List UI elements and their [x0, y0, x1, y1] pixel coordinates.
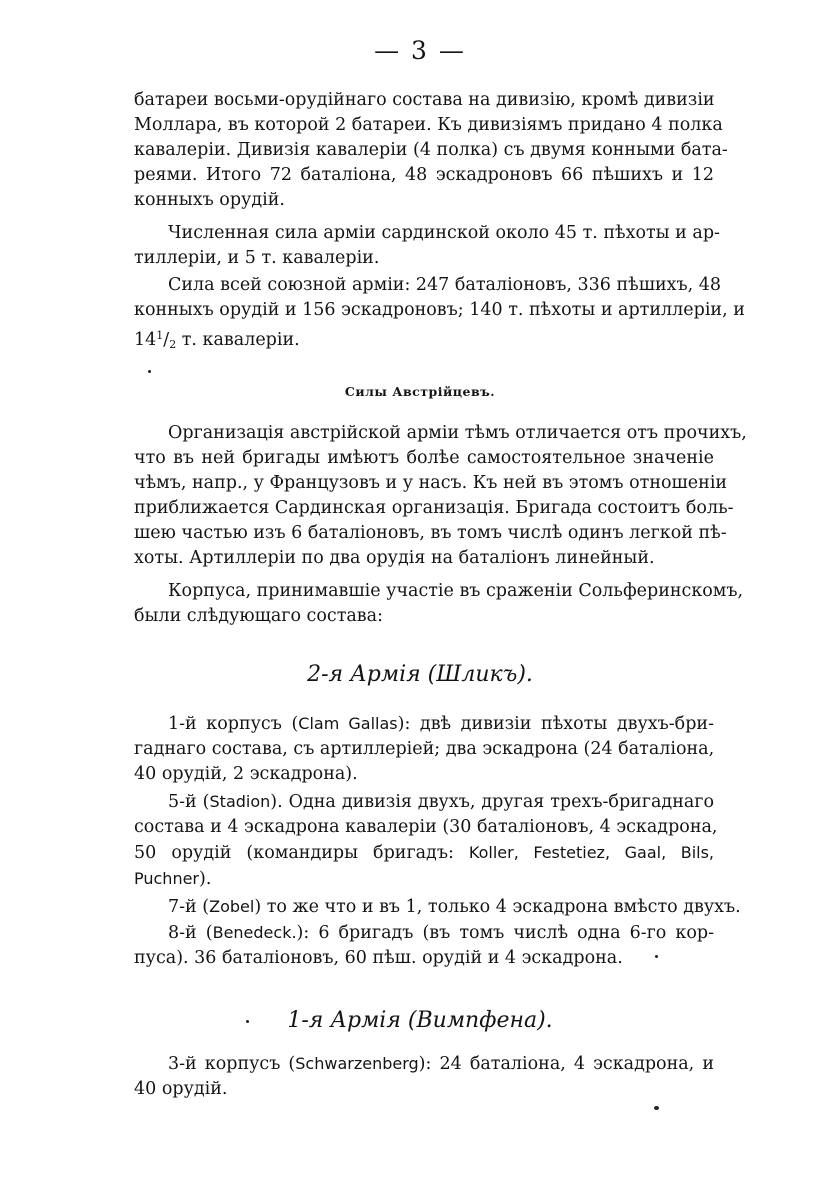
text-line: батареи восьми-орудійнаго состава на дивизію, кромѣ дивизіи	[134, 90, 715, 110]
fraction-numerator: 1	[156, 329, 164, 342]
paragraph-austrian-organization	[134, 421, 747, 571]
text-fragment: 7-й (	[168, 897, 210, 917]
text-line: хоты. Артиллеріи по два орудія на баталіонъ линейный.	[134, 548, 655, 568]
paragraph-corps-8	[134, 920, 714, 971]
page-number: — 3 —	[374, 36, 466, 65]
text-line: 40 орудій, 2 эскадрона).	[134, 764, 358, 784]
text-fragment: 5-й (	[168, 792, 210, 812]
heading-second-army: 2-я Армія (Шликъ).	[307, 662, 533, 687]
paragraph-corps-5	[134, 789, 718, 892]
text-line	[134, 840, 714, 866]
text-line: Численная сила арміи сардинской около 45 т. пѣхоты и ар-	[168, 223, 720, 243]
commander-name: Clam Gallas	[298, 714, 398, 733]
print-speck	[148, 370, 151, 373]
commander-name: Zobel	[209, 897, 255, 916]
text-line: 40 орудій.	[134, 1079, 228, 1099]
text-line: приближается Сардинская организація. Бригада состоитъ боль-	[134, 498, 734, 518]
text-line: Моллара, въ которой 2 батареи. Къ дивизіямъ придано 4 полка	[134, 115, 723, 135]
text-fragment: 3-й корпусъ (	[168, 1054, 296, 1074]
text-fragment: ) то же что и въ 1, только 4 эскадрона вмѣсто двухъ.	[254, 897, 741, 917]
text-fragment: ): 6 бригадъ (въ томъ числѣ одна 6-го кор-	[296, 923, 714, 943]
text-line: состава и 4 эскадрона кавалеріи (30 баталіоновъ, 4 эскадрона,	[134, 817, 718, 837]
paragraph-sardinian-divisions	[134, 88, 728, 213]
text-line: что въ ней бригады имѣютъ болѣе самостоятельное значеніе	[134, 448, 714, 468]
commander-name: Schwarzenberg	[295, 1054, 419, 1073]
heading-first-army: 1-я Армія (Вимпфена).	[287, 1008, 553, 1033]
text-fragment: 50 орудій (командиры бригадъ:	[134, 843, 469, 863]
text-line	[134, 789, 714, 815]
text-line	[134, 1051, 714, 1077]
text-line: гаднаго состава, съ артиллеріей; два эскадрона (24 баталіона,	[134, 739, 715, 759]
text-line: шею частью изъ 6 баталіоновъ, въ томъ числѣ одинъ легкой пѣ-	[134, 523, 727, 543]
text-fragment: т. кавалеріи.	[176, 330, 300, 350]
brigade-commander: Puchner	[134, 869, 200, 888]
text-line	[134, 866, 714, 892]
text-fragment: 14	[134, 330, 157, 350]
text-line: Организація австрійской арміи тѣмъ отличается отъ прочихъ,	[168, 423, 747, 443]
text-line: были слѣдующаго состава:	[134, 606, 383, 626]
text-line: тиллеріи, и 5 т. кавалеріи.	[134, 248, 380, 268]
text-fragment: ): двѣ дивизіи пѣхоты двухъ-бри-	[397, 714, 714, 734]
text-fragment: ).	[199, 869, 212, 889]
commander-name: Stadion	[209, 792, 271, 811]
paragraph-allied-strength	[134, 273, 745, 357]
text-line	[134, 920, 714, 946]
text-fragment: 1-й корпусъ (	[168, 714, 299, 734]
paragraph-sardinian-strength	[134, 221, 720, 271]
print-speck	[654, 1106, 659, 1110]
text-line	[134, 894, 741, 920]
text-line: чѣмъ, напр., у Французовъ и у насъ. Къ ней въ этомъ отношеніи	[134, 473, 728, 493]
text-line: Корпуса, принимавшіе участіе въ сраженіи Сольферинскомъ,	[168, 581, 744, 601]
text-fragment: ): 24 баталіона, 4 эскадрона, и	[418, 1054, 714, 1074]
section-heading-austrians: Силы Австрійцевъ.	[344, 384, 496, 399]
paragraph-corps-intro	[134, 579, 744, 629]
text-line	[134, 323, 714, 357]
text-fragment: ). Одна дивизія двухъ, другая трехъ-бригаднаго	[270, 792, 714, 812]
text-line: Сила всей союзной арміи: 247 баталіоновъ, 336 пѣшихъ, 48	[168, 275, 722, 295]
paragraph-corps-7	[134, 894, 741, 920]
text-line: конныхъ орудій.	[134, 190, 285, 210]
fraction: $^1/_2$	[156, 329, 177, 351]
fraction-denominator: 2	[169, 338, 177, 351]
text-line	[134, 711, 714, 737]
brigade-commanders: Koller, Festetiez, Gaal, Bils,	[468, 843, 715, 862]
commander-name: Benedeck.	[212, 923, 297, 942]
paragraph-corps-1	[134, 711, 714, 787]
text-line: пуса). 36 баталіоновъ, 60 пѣш. орудій и 4 эскадрона.	[134, 948, 623, 968]
text-line: кавалеріи. Дивизія кавалеріи (4 полка) съ двумя конными бата-	[134, 140, 728, 160]
text-fragment: 8-й (	[168, 923, 213, 943]
text-line: реями. Итого 72 баталіона, 48 эскадроновъ 66 пѣшихъ и 12	[134, 165, 714, 185]
text-line: конныхъ орудій и 156 эскадроновъ; 140 т. пѣхоты и артиллеріи, и	[134, 300, 745, 320]
paragraph-corps-3	[134, 1051, 714, 1102]
print-speck	[655, 955, 658, 958]
